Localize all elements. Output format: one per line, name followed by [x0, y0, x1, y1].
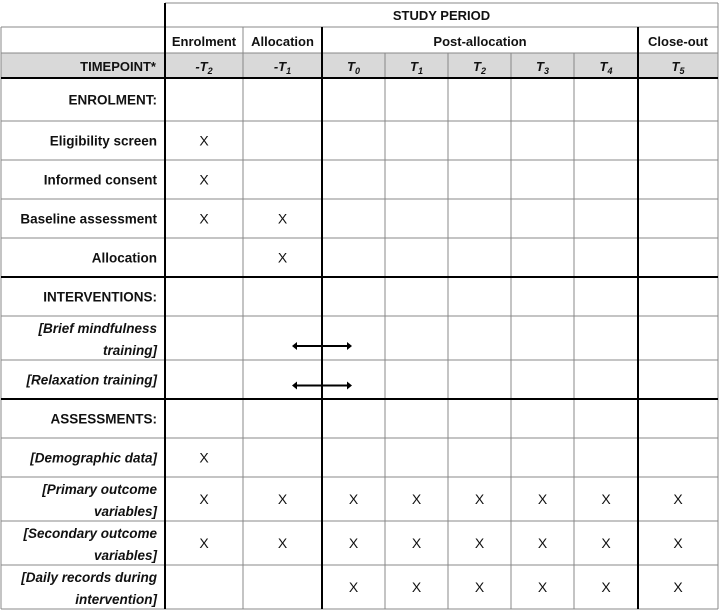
row-label: variables]: [93, 504, 157, 519]
schedule-mark: X: [601, 579, 611, 595]
section-heading: INTERVENTIONS:: [43, 289, 157, 305]
phase-label: Post-allocation: [433, 34, 527, 49]
schedule-mark: X: [277, 249, 288, 266]
row-label: [Secondary outcome: [23, 526, 157, 541]
schedule-mark: X: [199, 449, 209, 466]
section-heading: ENROLMENT:: [68, 92, 157, 108]
schedule-mark: X: [199, 535, 209, 551]
section-heading: ASSESSMENTS:: [50, 411, 157, 427]
schedule-mark: X: [277, 210, 288, 227]
row-label: Baseline assessment: [20, 211, 157, 227]
schedule-mark: X: [673, 535, 683, 551]
row-label: [Relaxation training]: [26, 372, 157, 388]
schedule-mark: X: [199, 171, 209, 188]
schedule-mark: X: [411, 579, 422, 595]
schedule-mark: X: [537, 491, 548, 507]
study-period-title: STUDY PERIOD: [392, 8, 491, 23]
schedule-mark: X: [348, 579, 359, 595]
schedule-mark: X: [601, 491, 611, 507]
row-label: [Primary outcome: [42, 482, 157, 497]
arrowhead-left: [292, 342, 297, 350]
arrowhead-left: [292, 382, 297, 390]
schedule-mark: X: [537, 535, 548, 551]
arrowhead-right: [347, 342, 352, 350]
row-label: variables]: [93, 548, 157, 563]
timepoint-label: $T_4$: [599, 59, 613, 76]
row-label: training]: [103, 343, 157, 358]
timepoint-label: $T_3$: [536, 59, 549, 76]
schedule-mark: X: [199, 132, 209, 149]
timepoint-label: $T_0$: [347, 59, 360, 76]
schedule-mark: X: [348, 535, 359, 551]
schedule-mark: X: [199, 210, 209, 227]
row-label: [Demographic data]: [30, 450, 157, 466]
row-label: [Brief mindfulness: [38, 321, 157, 336]
schedule-mark: X: [673, 579, 683, 595]
timepoint-label: $T_5$: [671, 59, 685, 76]
schedule-mark: X: [474, 535, 485, 551]
schedule-mark: X: [537, 579, 548, 595]
row-label: Eligibility screen: [49, 133, 157, 149]
timepoint-label: $T_1$: [410, 59, 423, 76]
timepoint-label: TIMEPOINT*: [80, 59, 156, 74]
schedule-mark: X: [411, 535, 422, 551]
row-label: Informed consent: [43, 172, 157, 188]
schedule-mark: X: [601, 535, 611, 551]
schedule-mark: X: [411, 491, 422, 507]
schedule-mark: X: [277, 491, 288, 507]
timepoint-label: $T_2$: [473, 59, 486, 76]
schedule-mark: X: [474, 579, 485, 595]
phase-label: Close-out: [648, 34, 708, 49]
row-label: [Daily records during: [21, 570, 157, 585]
arrowhead-right: [347, 382, 352, 390]
phase-label: Enrolment: [171, 34, 237, 49]
schedule-mark: X: [348, 491, 359, 507]
schedule-mark: X: [277, 535, 288, 551]
timepoint-label: $-T_1$: [273, 59, 292, 76]
schedule-mark: X: [673, 491, 683, 507]
timepoint-label: $-T_2$: [195, 59, 213, 76]
row-label: intervention]: [75, 592, 157, 607]
phase-label: Allocation: [251, 34, 314, 49]
schedule-mark: X: [474, 491, 485, 507]
schedule-mark: X: [199, 491, 209, 507]
row-label: Allocation: [91, 250, 157, 266]
